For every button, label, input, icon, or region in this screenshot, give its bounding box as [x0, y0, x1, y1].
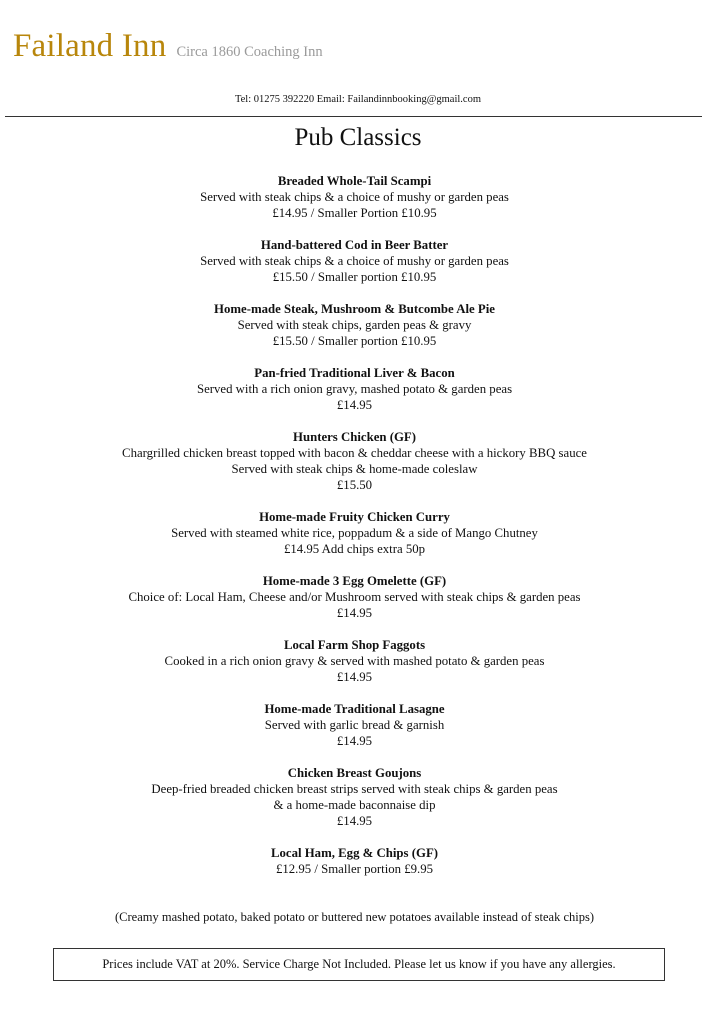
- menu-item-description: Choice of: Local Ham, Cheese and/or Mushroom served with steak chips & garden peas: [128, 590, 581, 604]
- menu-item-description: Cooked in a rich onion gravy & served with mashed potato & garden peas: [164, 654, 545, 668]
- menu-item: [7, 637, 702, 685]
- menu-item: [7, 701, 702, 749]
- menu-item-name: Pan-fried Traditional Liver & Bacon: [254, 366, 455, 380]
- menu-item: [7, 765, 702, 829]
- allergy-footer: Prices include VAT at 20%. Service Charge Not Included. Please let us know if you have any allergies.: [53, 948, 665, 981]
- menu-item-description: Served with a rich onion gravy, mashed potato & garden peas: [196, 382, 513, 396]
- menu-item: [7, 509, 702, 557]
- side-note-text: (Creamy mashed potato, baked potato or buttered new potatoes available instead of steak chips): [114, 910, 594, 924]
- menu-item-description: Served with steak chips & a choice of mushy or garden peas: [200, 190, 509, 204]
- menu-item-price: £14.95: [336, 670, 373, 684]
- menu-item-name: Breaded Whole-Tail Scampi: [277, 174, 432, 188]
- menu-item-price: £14.95 / Smaller Portion £10.95: [272, 206, 437, 220]
- menu-item-price: £15.50 / Smaller portion £10.95: [272, 334, 437, 348]
- menu-item-description: Served with garlic bread & garnish: [264, 718, 445, 732]
- page-title: Pub Classics: [294, 124, 422, 151]
- menu-item: [7, 429, 702, 493]
- menu-item-name: Hunters Chicken (GF): [293, 430, 416, 444]
- menu-item-description: Served with steak chips & home-made coleslaw: [231, 462, 478, 476]
- menu-item-description: Served with steak chips & a choice of mushy or garden peas: [200, 254, 509, 268]
- menu-item-price: £12.95 / Smaller portion £9.95: [275, 862, 434, 876]
- header-divider: [5, 116, 702, 117]
- menu-item-price: £15.50 / Smaller portion £10.95: [272, 270, 437, 284]
- menu-item-price: £14.95: [336, 398, 373, 412]
- menu-item-name: Local Ham, Egg & Chips (GF): [270, 846, 439, 860]
- menu-item-price: £15.50: [336, 478, 373, 492]
- side-note: [0, 910, 702, 925]
- menu-list: [0, 173, 702, 893]
- menu-item: [7, 173, 702, 221]
- menu-item-name: Home-made Fruity Chicken Curry: [259, 510, 450, 524]
- menu-item-description: & a home-made baconnaise dip: [273, 798, 436, 812]
- inn-tagline: Circa 1860 Coaching Inn: [176, 44, 323, 60]
- contact-text: Tel: 01275 392220 Email: Failandinnbooking@gmail.com: [234, 94, 482, 105]
- menu-item-name: Home-made Steak, Mushroom & Butcombe Ale Pie: [214, 302, 495, 316]
- menu-item: [7, 301, 702, 349]
- contact-line: [0, 94, 702, 105]
- menu-item: [7, 573, 702, 621]
- menu-item-name: Local Farm Shop Faggots: [283, 638, 426, 652]
- menu-item-price: £14.95: [336, 606, 373, 620]
- menu-item-description: Served with steak chips, garden peas & gravy: [237, 318, 472, 332]
- menu-item-name: Home-made 3 Egg Omelette (GF): [262, 574, 447, 588]
- menu-item: [7, 845, 702, 877]
- menu-item-price: £14.95 Add chips extra 50p: [283, 542, 426, 556]
- menu-item-description: Served with steamed white rice, poppadum & a side of Mango Chutney: [171, 526, 538, 540]
- menu-item-price: £14.95: [336, 814, 373, 828]
- menu-item: [7, 365, 702, 413]
- menu-item-name: Hand-battered Cod in Beer Batter: [260, 238, 449, 252]
- inn-name: Failand Inn: [13, 28, 167, 64]
- menu-item-price: £14.95: [336, 734, 373, 748]
- menu-item-description: Deep-fried breaded chicken breast strips served with steak chips & garden peas: [151, 782, 558, 796]
- menu-item-name: Home-made Traditional Lasagne: [264, 702, 445, 716]
- menu-item-description: Chargrilled chicken breast topped with bacon & cheddar cheese with a hickory BBQ sauce: [122, 446, 587, 460]
- menu-item: [7, 237, 702, 285]
- menu-item-name: Chicken Breast Goujons: [287, 766, 422, 780]
- brand-header: [13, 28, 323, 72]
